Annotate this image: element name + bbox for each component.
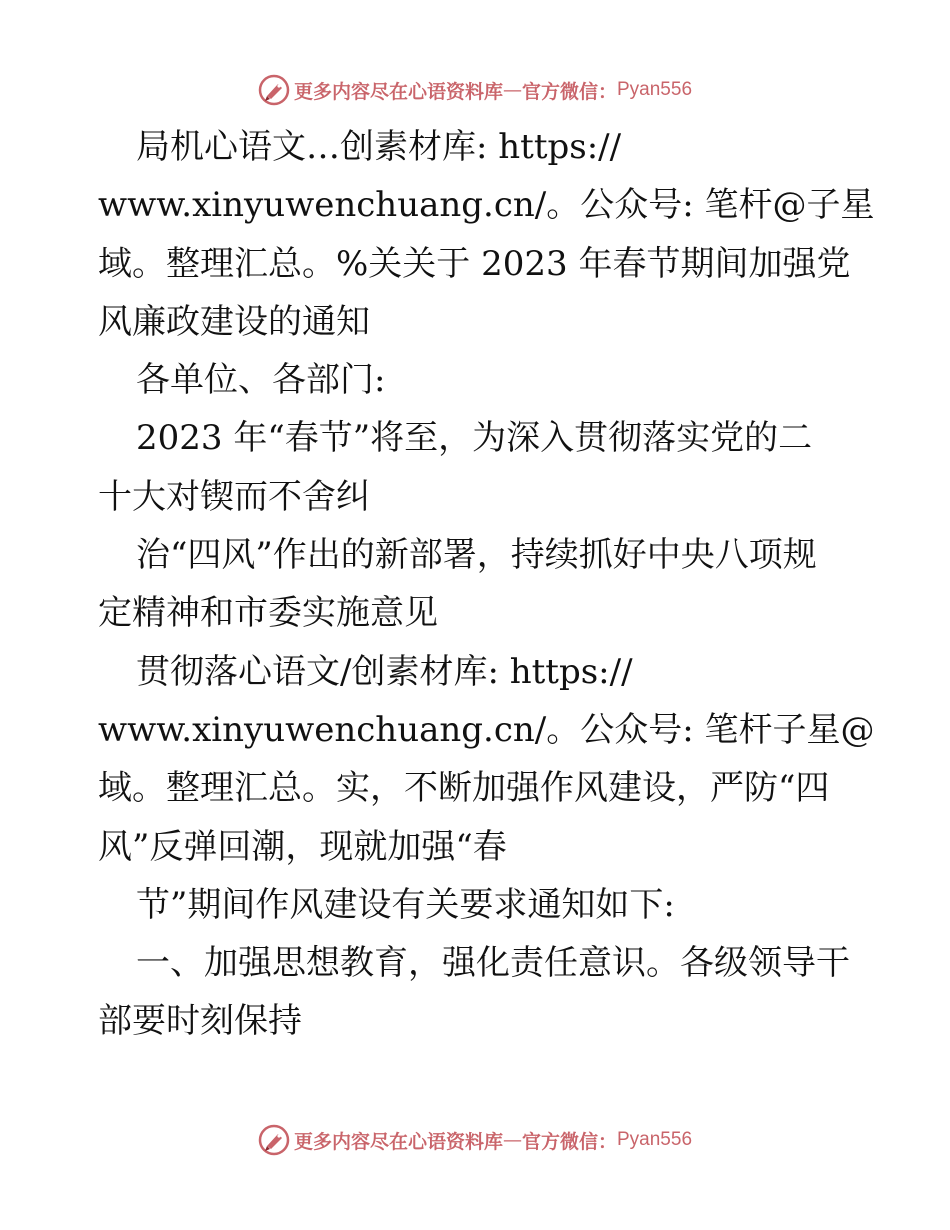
body-line: 各单位、各部门: [136, 360, 386, 401]
body-line: 一、加强思想教育，强化责任意识。各级领导干 [136, 943, 850, 984]
body-line: 风”反弹回潮，现就加强“春 [98, 826, 507, 867]
body-line: www.xinyuwenchuang.cn/。公众号: 笔杆子星@ [98, 709, 875, 750]
banner-site-text: 更多内容尽在心语资料库 [293, 80, 503, 103]
body-line: 十大对锲而不舍纠 [98, 476, 370, 517]
body-line: www.xinyuwenchuang.cn/。公众号: 笔杆@子星 [98, 185, 875, 226]
banner-site-text: 更多内容尽在心语资料库 [293, 1130, 503, 1153]
footer-banner [0, 1120, 950, 1160]
banner-dash: — [502, 79, 522, 101]
body-line: 域。整理汇总。%关关于 2023 年春节期间加强党 [98, 243, 851, 284]
body-line: 风廉政建设的通知 [98, 301, 370, 342]
banner-wechat-id: Pyan556 [617, 1129, 693, 1150]
body-line: 节”期间作风建设有关要求通知如下: [136, 884, 675, 925]
body-line: 域。整理汇总。实，不断加强作风建设，严防“四 [98, 768, 830, 809]
document-body [98, 118, 888, 1051]
banner-dash: — [502, 1129, 522, 1151]
pen-nib-logo-icon [258, 1124, 290, 1156]
body-line: 治“四风”作出的新部署，持续抓好中央八项规 [136, 535, 817, 576]
banner-wechat-label: 官方微信： [521, 1130, 617, 1153]
body-line: 部要时刻保持 [98, 1001, 302, 1042]
banner-wechat-label: 官方微信： [521, 80, 617, 103]
header-banner [0, 70, 950, 110]
body-line: 局机心语文…创素材库: https:// [136, 127, 622, 167]
body-line: 贯彻落心语文/创素材库: https:// [136, 651, 633, 692]
body-line: 2023 年“春节”将至，为深入贯彻落实党的二 [136, 418, 813, 459]
banner-wechat-id: Pyan556 [617, 79, 693, 100]
body-line: 定精神和市委实施意见 [98, 593, 438, 634]
pen-nib-logo-icon [258, 74, 290, 106]
